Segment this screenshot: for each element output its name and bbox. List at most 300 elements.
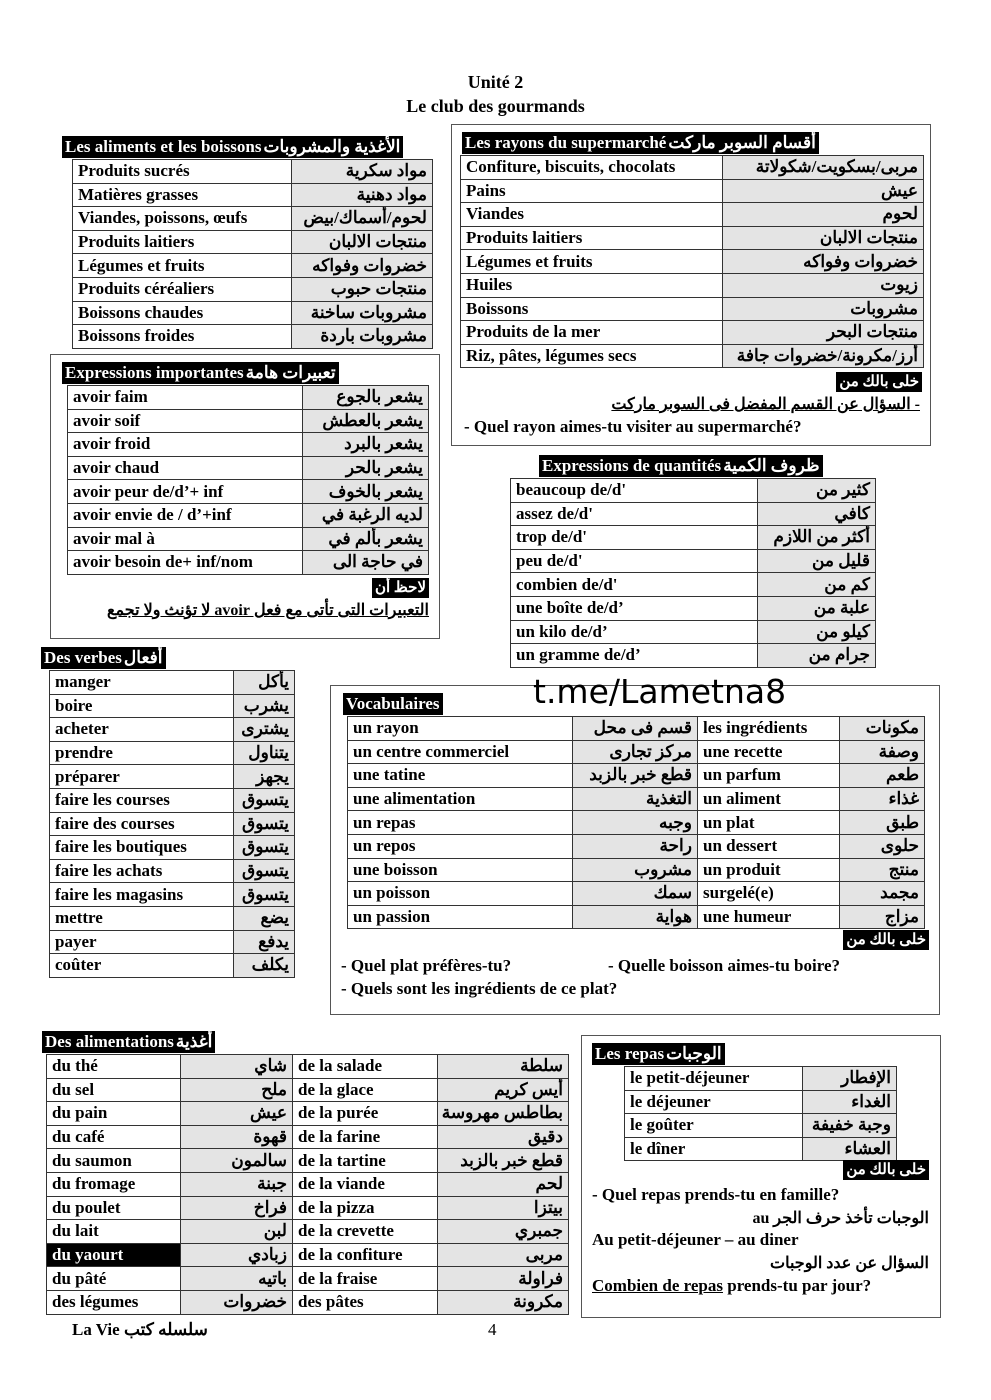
verbes-ar-cell: يشرب (234, 694, 295, 718)
verbes-row (50, 812, 295, 836)
aliments-ar-cell: مواد دهنية (292, 183, 433, 207)
rayons-title-fr: Les rayons du supermarché (465, 133, 667, 152)
repas-fr-cell: le goûter (625, 1114, 803, 1138)
vocabulaires-q3: - Quels sont les ingrédients de ce plat? (341, 979, 618, 998)
vocabulaires-header: Vocabulaires (343, 693, 443, 715)
rayons-fr-cell: Produits de la mer (461, 321, 723, 345)
vocab-ar-cell: هواية (573, 905, 698, 929)
aliments-title-fr: Les aliments et les boissons (65, 137, 262, 156)
vocab-fr-cell: un repos (348, 834, 573, 858)
rayons-ar-cell: أرز/مكرونة/خضروات جافة (723, 344, 924, 368)
alim-ar-cell: جمبري (438, 1220, 569, 1244)
expressions-header (62, 362, 339, 384)
verbes-row (50, 671, 295, 695)
vocab-ar-cell: راحة (573, 834, 698, 858)
quantites-title-ar: ظروف الكمية (723, 456, 820, 475)
quantites-fr-cell: trop de/d' (511, 526, 758, 550)
aliments-ar-cell: خضروات وفواكه (292, 254, 433, 278)
repas-fr-cell: le déjeuner (625, 1090, 803, 1114)
alim-ar-cell: قطع خبر بالزبد (438, 1149, 569, 1173)
vocab-row (348, 717, 925, 741)
aliments-ar-cell: مشروبات ساخنة (292, 301, 433, 325)
repas-table (624, 1066, 897, 1161)
expressions-ar-cell: يشعر بالجوع (303, 386, 429, 410)
alim-row (47, 1149, 569, 1173)
alim-ar-cell: بيتزا (438, 1196, 569, 1220)
quantites-fr-cell: assez de/d' (511, 502, 758, 526)
aliments-ar-cell: منتجات الالبان (292, 230, 433, 254)
verbes-ar-cell: يتسوق (234, 883, 295, 907)
expressions-row (68, 551, 429, 575)
alim-ar-cell: مكرونة (438, 1290, 569, 1314)
aliments-ar-cell: منتجات حبوب (292, 277, 433, 301)
expressions-fr-cell: avoir soif (68, 409, 303, 433)
alim-fr-cell: du lait (47, 1220, 181, 1244)
vocab-ar-cell: وجبه (573, 811, 698, 835)
vocab-fr-cell: un poisson (348, 882, 573, 906)
vocab-ar-cell: غذاء (840, 787, 925, 811)
alim-row (47, 1243, 569, 1267)
rayons-row (461, 273, 924, 297)
aliments-fr-cell: Légumes et fruits (73, 254, 292, 278)
vocab-row (348, 858, 925, 882)
vocab-ar-cell: مجمد (840, 882, 925, 906)
aliments-ar-cell: مشروبات باردة (292, 325, 433, 349)
watermark-link[interactable]: t.me/Lametna8 (533, 672, 787, 711)
alim-fr-cell: du café (47, 1125, 181, 1149)
quantites-row (511, 549, 876, 573)
alim-ar-cell: دقيق (438, 1125, 569, 1149)
alim-ar-cell: جبنة (181, 1172, 293, 1196)
rayons-row (461, 297, 924, 321)
verbes-fr-cell: préparer (50, 765, 234, 789)
repas-q2-underlined: Combien de repas (592, 1276, 723, 1295)
rayons-ar-cell: منتجات الالبان (723, 226, 924, 250)
repas-fr-cell: le dîner (625, 1137, 803, 1161)
verbes-ar-cell: يتسوق (234, 836, 295, 860)
alim-ar-cell: أيس كريم (438, 1078, 569, 1102)
quantites-row (511, 479, 876, 503)
quantites-row (511, 620, 876, 644)
expressions-note-label: لاحظ أن (372, 578, 429, 598)
quantites-row (511, 596, 876, 620)
quantites-fr-cell: une boîte de/d’ (511, 596, 758, 620)
aliments-fr-cell: Viandes, poissons, œufs (73, 207, 292, 231)
vocab-fr-cell: les ingrédients (698, 717, 840, 741)
aliments-row (73, 254, 433, 278)
quantites-fr-cell: beaucoup de/d' (511, 479, 758, 503)
footer-series: سلسله كتب (123, 1320, 208, 1339)
verbes-row (50, 788, 295, 812)
rayons-title-ar: أقسام السوبر ماركت (668, 133, 816, 152)
quantites-header (539, 455, 823, 477)
quantites-ar-cell: كم من (758, 573, 876, 597)
aliments-fr-cell: Boissons froides (73, 325, 292, 349)
aliments-fr-cell: Boissons chaudes (73, 301, 292, 325)
verbes-fr-cell: faire les courses (50, 788, 234, 812)
alim-ar-cell: عيش (181, 1102, 293, 1126)
expressions-title-ar: تعبيرات هامة (245, 363, 336, 382)
vocabulaires-note-label: خلى بالك من (843, 930, 929, 950)
alim-ar-cell: خضروات (181, 1290, 293, 1314)
alim-fr-cell: des pâtes (293, 1290, 438, 1314)
verbes-ar-cell: يشترى (234, 718, 295, 742)
expressions-ar-cell: لديه الرغبة في (303, 503, 429, 527)
vocab-fr-cell: un aliment (698, 787, 840, 811)
alim-fr-cell: du poulet (47, 1196, 181, 1220)
vocab-row (348, 811, 925, 835)
vocab-ar-cell: حلوى (840, 834, 925, 858)
alim-fr-cell: de la fraise (293, 1267, 438, 1291)
rayons-fr-cell: Riz, pâtes, légumes secs (461, 344, 723, 368)
repas-row (625, 1137, 897, 1161)
alim-row (47, 1125, 569, 1149)
alim-ar-cell: فراولة (438, 1267, 569, 1291)
vocab-ar-cell: مشروب (573, 858, 698, 882)
vocab-row (348, 764, 925, 788)
rayons-ar-cell: مربى/بسكويت/شكولاتة (723, 156, 924, 180)
quantites-ar-cell: جرام من (758, 644, 876, 668)
rayons-fr-cell: Viandes (461, 203, 723, 227)
vocab-ar-cell: مركز تجارى (573, 740, 698, 764)
expressions-fr-cell: avoir envie de / d’+inf (68, 503, 303, 527)
rayons-table (460, 155, 924, 368)
alim-fr-cell: du pâté (47, 1267, 181, 1291)
alim-ar-cell: سلطة (438, 1055, 569, 1079)
alim-row (47, 1196, 569, 1220)
expressions-ar-cell: في حاجة الى (303, 551, 429, 575)
verbes-row (50, 741, 295, 765)
verbes-ar-cell: يأكل (234, 671, 295, 695)
verbes-fr-cell: boire (50, 694, 234, 718)
expressions-ar-cell: يشعر بالعطش (303, 409, 429, 433)
verbes-fr-cell: faire les achats (50, 859, 234, 883)
vocab-fr-cell: une tatine (348, 764, 573, 788)
verbes-fr-cell: prendre (50, 741, 234, 765)
unit-label: Unité 2 (467, 72, 524, 92)
vocab-row (348, 787, 925, 811)
rayons-row (461, 156, 924, 180)
verbes-fr-cell: acheter (50, 718, 234, 742)
alim-fr-cell: de la purée (293, 1102, 438, 1126)
verbes-row (50, 859, 295, 883)
expressions-row (68, 456, 429, 480)
alim-ar-cell: شاي (181, 1055, 293, 1079)
verbes-title-fr: Des verbes (44, 648, 122, 667)
vocab-fr-cell: une alimentation (348, 787, 573, 811)
rayons-header (462, 132, 819, 154)
rayons-fr-cell: Boissons (461, 297, 723, 321)
expressions-note-ar: التعبيرات التى تأتى مع فعل avoir لا تؤنث ولا تجمع (107, 602, 429, 619)
alim-fr-cell: du sel (47, 1078, 181, 1102)
repas-ar-cell: الإفطار (803, 1067, 897, 1091)
rayons-ar-cell: مشروبات (723, 297, 924, 321)
expressions-fr-cell: avoir peur de/d’+ inf (68, 480, 303, 504)
expressions-row (68, 527, 429, 551)
expressions-row (68, 503, 429, 527)
quantites-ar-cell: كيلو من (758, 620, 876, 644)
verbes-table (49, 670, 295, 978)
alimentations-title-fr: Des alimentations (45, 1032, 174, 1051)
alim-fr-cell: du saumon (47, 1149, 181, 1173)
repas-row (625, 1114, 897, 1138)
alim-row (47, 1172, 569, 1196)
expressions-ar-cell: يشعر بالحر (303, 456, 429, 480)
repas-ar-cell: العشاء (803, 1137, 897, 1161)
quantites-fr-cell: combien de/d' (511, 573, 758, 597)
repas-title-ar: الوجبات (666, 1044, 722, 1063)
verbes-ar-cell: يضع (234, 906, 295, 930)
vocab-ar-cell: منتج (840, 858, 925, 882)
repas-line2: Au petit-déjeuner – au diner (592, 1230, 799, 1249)
vocabulaires-q1: - Quel plat préfères-tu? (341, 956, 512, 975)
expressions-fr-cell: avoir besoin de+ inf/nom (68, 551, 303, 575)
page-number: 4 (488, 1320, 497, 1339)
verbes-row (50, 906, 295, 930)
rayons-ar-cell: لحوم (723, 203, 924, 227)
vocab-ar-cell: طبق (840, 811, 925, 835)
vocab-row (348, 882, 925, 906)
expressions-row (68, 409, 429, 433)
repas-ar2: السؤال عن عدد الوجبات (770, 1255, 929, 1272)
repas-fr-cell: le petit-déjeuner (625, 1067, 803, 1091)
vocab-ar-cell: مكونات (840, 717, 925, 741)
verbes-ar-cell: يتسوق (234, 812, 295, 836)
alim-row (47, 1220, 569, 1244)
vocabulaires-q2: - Quelle boisson aimes-tu boire? (608, 956, 841, 975)
verbes-fr-cell: coûter (50, 954, 234, 978)
aliments-row (73, 277, 433, 301)
aliments-row (73, 183, 433, 207)
verbes-ar-cell: يتسوق (234, 788, 295, 812)
verbes-fr-cell: payer (50, 930, 234, 954)
rayons-row (461, 344, 924, 368)
verbes-row (50, 765, 295, 789)
footer-brand-name: La Vie (72, 1320, 120, 1339)
vocab-ar-cell: قسم فى محل (573, 717, 698, 741)
vocab-fr-cell: un produit (698, 858, 840, 882)
alim-fr-cell: de la pizza (293, 1196, 438, 1220)
expressions-fr-cell: avoir mal à (68, 527, 303, 551)
aliments-ar-cell: مواد سكرية (292, 160, 433, 184)
rayons-question: - Quel rayon aimes-tu visiter au supermarché? (464, 417, 802, 436)
rayons-row (461, 321, 924, 345)
verbes-fr-cell: manger (50, 671, 234, 695)
rayons-ar-cell: خضروات وفواكه (723, 250, 924, 274)
verbes-ar-cell: يجهز (234, 765, 295, 789)
quantites-fr-cell: peu de/d' (511, 549, 758, 573)
vocab-fr-cell: surgelé(e) (698, 882, 840, 906)
quantites-row (511, 526, 876, 550)
quantites-ar-cell: قليل من (758, 549, 876, 573)
quantites-row (511, 502, 876, 526)
aliments-fr-cell: Produits sucrés (73, 160, 292, 184)
alim-fr-cell: de la confiture (293, 1243, 438, 1267)
vocab-fr-cell: un centre commerciel (348, 740, 573, 764)
verbes-title-ar: أفعال (123, 648, 163, 667)
quantites-ar-cell: كثير من (758, 479, 876, 503)
alim-fr-cell: du pain (47, 1102, 181, 1126)
quantites-title-fr: Expressions de quantités (542, 456, 722, 475)
quantites-fr-cell: un kilo de/d’ (511, 620, 758, 644)
alim-fr-cell: de la crevette (293, 1220, 438, 1244)
alim-row (47, 1290, 569, 1314)
verbes-row (50, 836, 295, 860)
repas-q1: - Quel repas prends-tu en famille? (592, 1185, 840, 1204)
alim-ar-cell: زبادي (181, 1243, 293, 1267)
vocab-ar-cell: طعم (840, 764, 925, 788)
quantites-row (511, 573, 876, 597)
expressions-fr-cell: avoir froid (68, 433, 303, 457)
verbes-fr-cell: mettre (50, 906, 234, 930)
vocab-fr-cell: un repas (348, 811, 573, 835)
rayons-ar-cell: عيش (723, 179, 924, 203)
expressions-fr-cell: avoir faim (68, 386, 303, 410)
verbes-ar-cell: يتناول (234, 741, 295, 765)
vocab-fr-cell: une boisson (348, 858, 573, 882)
aliments-header (62, 136, 403, 158)
alim-ar-cell: ملح (181, 1078, 293, 1102)
rayons-note-label: خلى بالك من (836, 372, 922, 392)
verbes-row (50, 694, 295, 718)
alim-ar-cell: لبن (181, 1220, 293, 1244)
alim-fr-cell: de la tartine (293, 1149, 438, 1173)
rayons-ar-cell: زيوت (723, 273, 924, 297)
vocab-row (348, 905, 925, 929)
vocab-fr-cell: un dessert (698, 834, 840, 858)
alim-row (47, 1055, 569, 1079)
rayons-row (461, 179, 924, 203)
expressions-ar-cell: يشعر بألم في (303, 527, 429, 551)
alim-fr-cell: du yaourt (47, 1243, 181, 1267)
alim-row (47, 1267, 569, 1291)
expressions-ar-cell: يشعر بالبرد (303, 433, 429, 457)
alim-ar-cell: لحم (438, 1172, 569, 1196)
vocab-ar-cell: قطع خبر بالزبد (573, 764, 698, 788)
aliments-fr-cell: Produits laitiers (73, 230, 292, 254)
alim-fr-cell: des légumes (47, 1290, 181, 1314)
repas-row (625, 1067, 897, 1091)
quantites-ar-cell: كافي (758, 502, 876, 526)
alim-ar-cell: قهوة (181, 1125, 293, 1149)
alim-ar-cell: باتيه (181, 1267, 293, 1291)
alim-fr-cell: du fromage (47, 1172, 181, 1196)
vocab-fr-cell: un rayon (348, 717, 573, 741)
aliments-fr-cell: Produits céréaliers (73, 277, 292, 301)
alim-ar-cell: بطاطس مهروسة (438, 1102, 569, 1126)
verbes-row (50, 930, 295, 954)
alimentations-table (46, 1054, 569, 1315)
alim-row (47, 1078, 569, 1102)
expressions-table (67, 385, 429, 575)
alim-fr-cell: de la glace (293, 1078, 438, 1102)
vocab-ar-cell: وصفة (840, 740, 925, 764)
rayons-fr-cell: Huiles (461, 273, 723, 297)
quantites-ar-cell: علبة من (758, 596, 876, 620)
alimentations-header (42, 1031, 215, 1053)
repas-header (592, 1043, 725, 1065)
aliments-row (73, 160, 433, 184)
expressions-title-fr: Expressions importantes (65, 363, 244, 382)
aliments-row (73, 207, 433, 231)
alim-ar-cell: مربى (438, 1243, 569, 1267)
vocab-fr-cell: une recette (698, 740, 840, 764)
verbes-ar-cell: يكلف (234, 954, 295, 978)
verbes-row (50, 954, 295, 978)
page-title: Le club des gourmands (406, 96, 585, 116)
expressions-row (68, 386, 429, 410)
rayons-fr-cell: Pains (461, 179, 723, 203)
alim-fr-cell: du thé (47, 1055, 181, 1079)
alim-fr-cell: de la farine (293, 1125, 438, 1149)
aliments-title-ar: الأغذية والمشروبات (263, 137, 401, 156)
aliments-row (73, 301, 433, 325)
repas-q2-rest: prends-tu par jour? (722, 1276, 872, 1295)
verbes-fr-cell: faire les magasins (50, 883, 234, 907)
footer-brand (72, 1320, 208, 1340)
repas-title-fr: Les repas (595, 1044, 665, 1063)
repas-ar1: الوجبات تأخذ حرف الجر au (752, 1210, 929, 1227)
verbes-row (50, 718, 295, 742)
verbes-row (50, 883, 295, 907)
alim-fr-cell: de la viande (293, 1172, 438, 1196)
repas-row (625, 1090, 897, 1114)
aliments-fr-cell: Matières grasses (73, 183, 292, 207)
vocabulaires-table (347, 716, 925, 929)
verbes-ar-cell: يتسوق (234, 859, 295, 883)
rayons-ar-cell: منتجات البحر (723, 321, 924, 345)
rayons-row (461, 226, 924, 250)
vocab-row (348, 740, 925, 764)
vocab-fr-cell: un passion (348, 905, 573, 929)
alimentations-title-ar: أغذية (175, 1032, 213, 1051)
expressions-fr-cell: avoir chaud (68, 456, 303, 480)
repas-q2 (592, 1276, 871, 1296)
expressions-row (68, 433, 429, 457)
quantites-fr-cell: un gramme de/d’ (511, 644, 758, 668)
vocab-fr-cell: un plat (698, 811, 840, 835)
rayons-fr-cell: Produits laitiers (461, 226, 723, 250)
vocab-fr-cell: une humeur (698, 905, 840, 929)
expressions-row (68, 480, 429, 504)
repas-ar-cell: الغداء (803, 1090, 897, 1114)
verbes-fr-cell: faire les boutiques (50, 836, 234, 860)
alim-ar-cell: سالمون (181, 1149, 293, 1173)
aliments-ar-cell: لحوم/أسماك/بيض (292, 207, 433, 231)
aliments-table (72, 159, 433, 349)
rayons-row (461, 203, 924, 227)
alim-fr-cell: de la salade (293, 1055, 438, 1079)
rayons-fr-cell: Confiture, biscuits, chocolats (461, 156, 723, 180)
repas-ar-cell: وجبة خفيفة (803, 1114, 897, 1138)
vocab-ar-cell: مزاج (840, 905, 925, 929)
vocab-row (348, 834, 925, 858)
verbes-fr-cell: faire des courses (50, 812, 234, 836)
verbes-header (41, 647, 166, 669)
quantites-ar-cell: أكثر من اللازم (758, 526, 876, 550)
vocab-ar-cell: سمك (573, 882, 698, 906)
rayons-fr-cell: Légumes et fruits (461, 250, 723, 274)
rayons-row (461, 250, 924, 274)
rayons-note-ar: - السؤال عن القسم المفضل فى السوبر ماركت (611, 396, 920, 413)
aliments-row (73, 325, 433, 349)
repas-note-label: خلى بالك من (843, 1160, 929, 1180)
aliments-row (73, 230, 433, 254)
vocab-ar-cell: التغذية (573, 787, 698, 811)
vocab-fr-cell: un parfum (698, 764, 840, 788)
alim-row (47, 1102, 569, 1126)
alim-ar-cell: فراخ (181, 1196, 293, 1220)
